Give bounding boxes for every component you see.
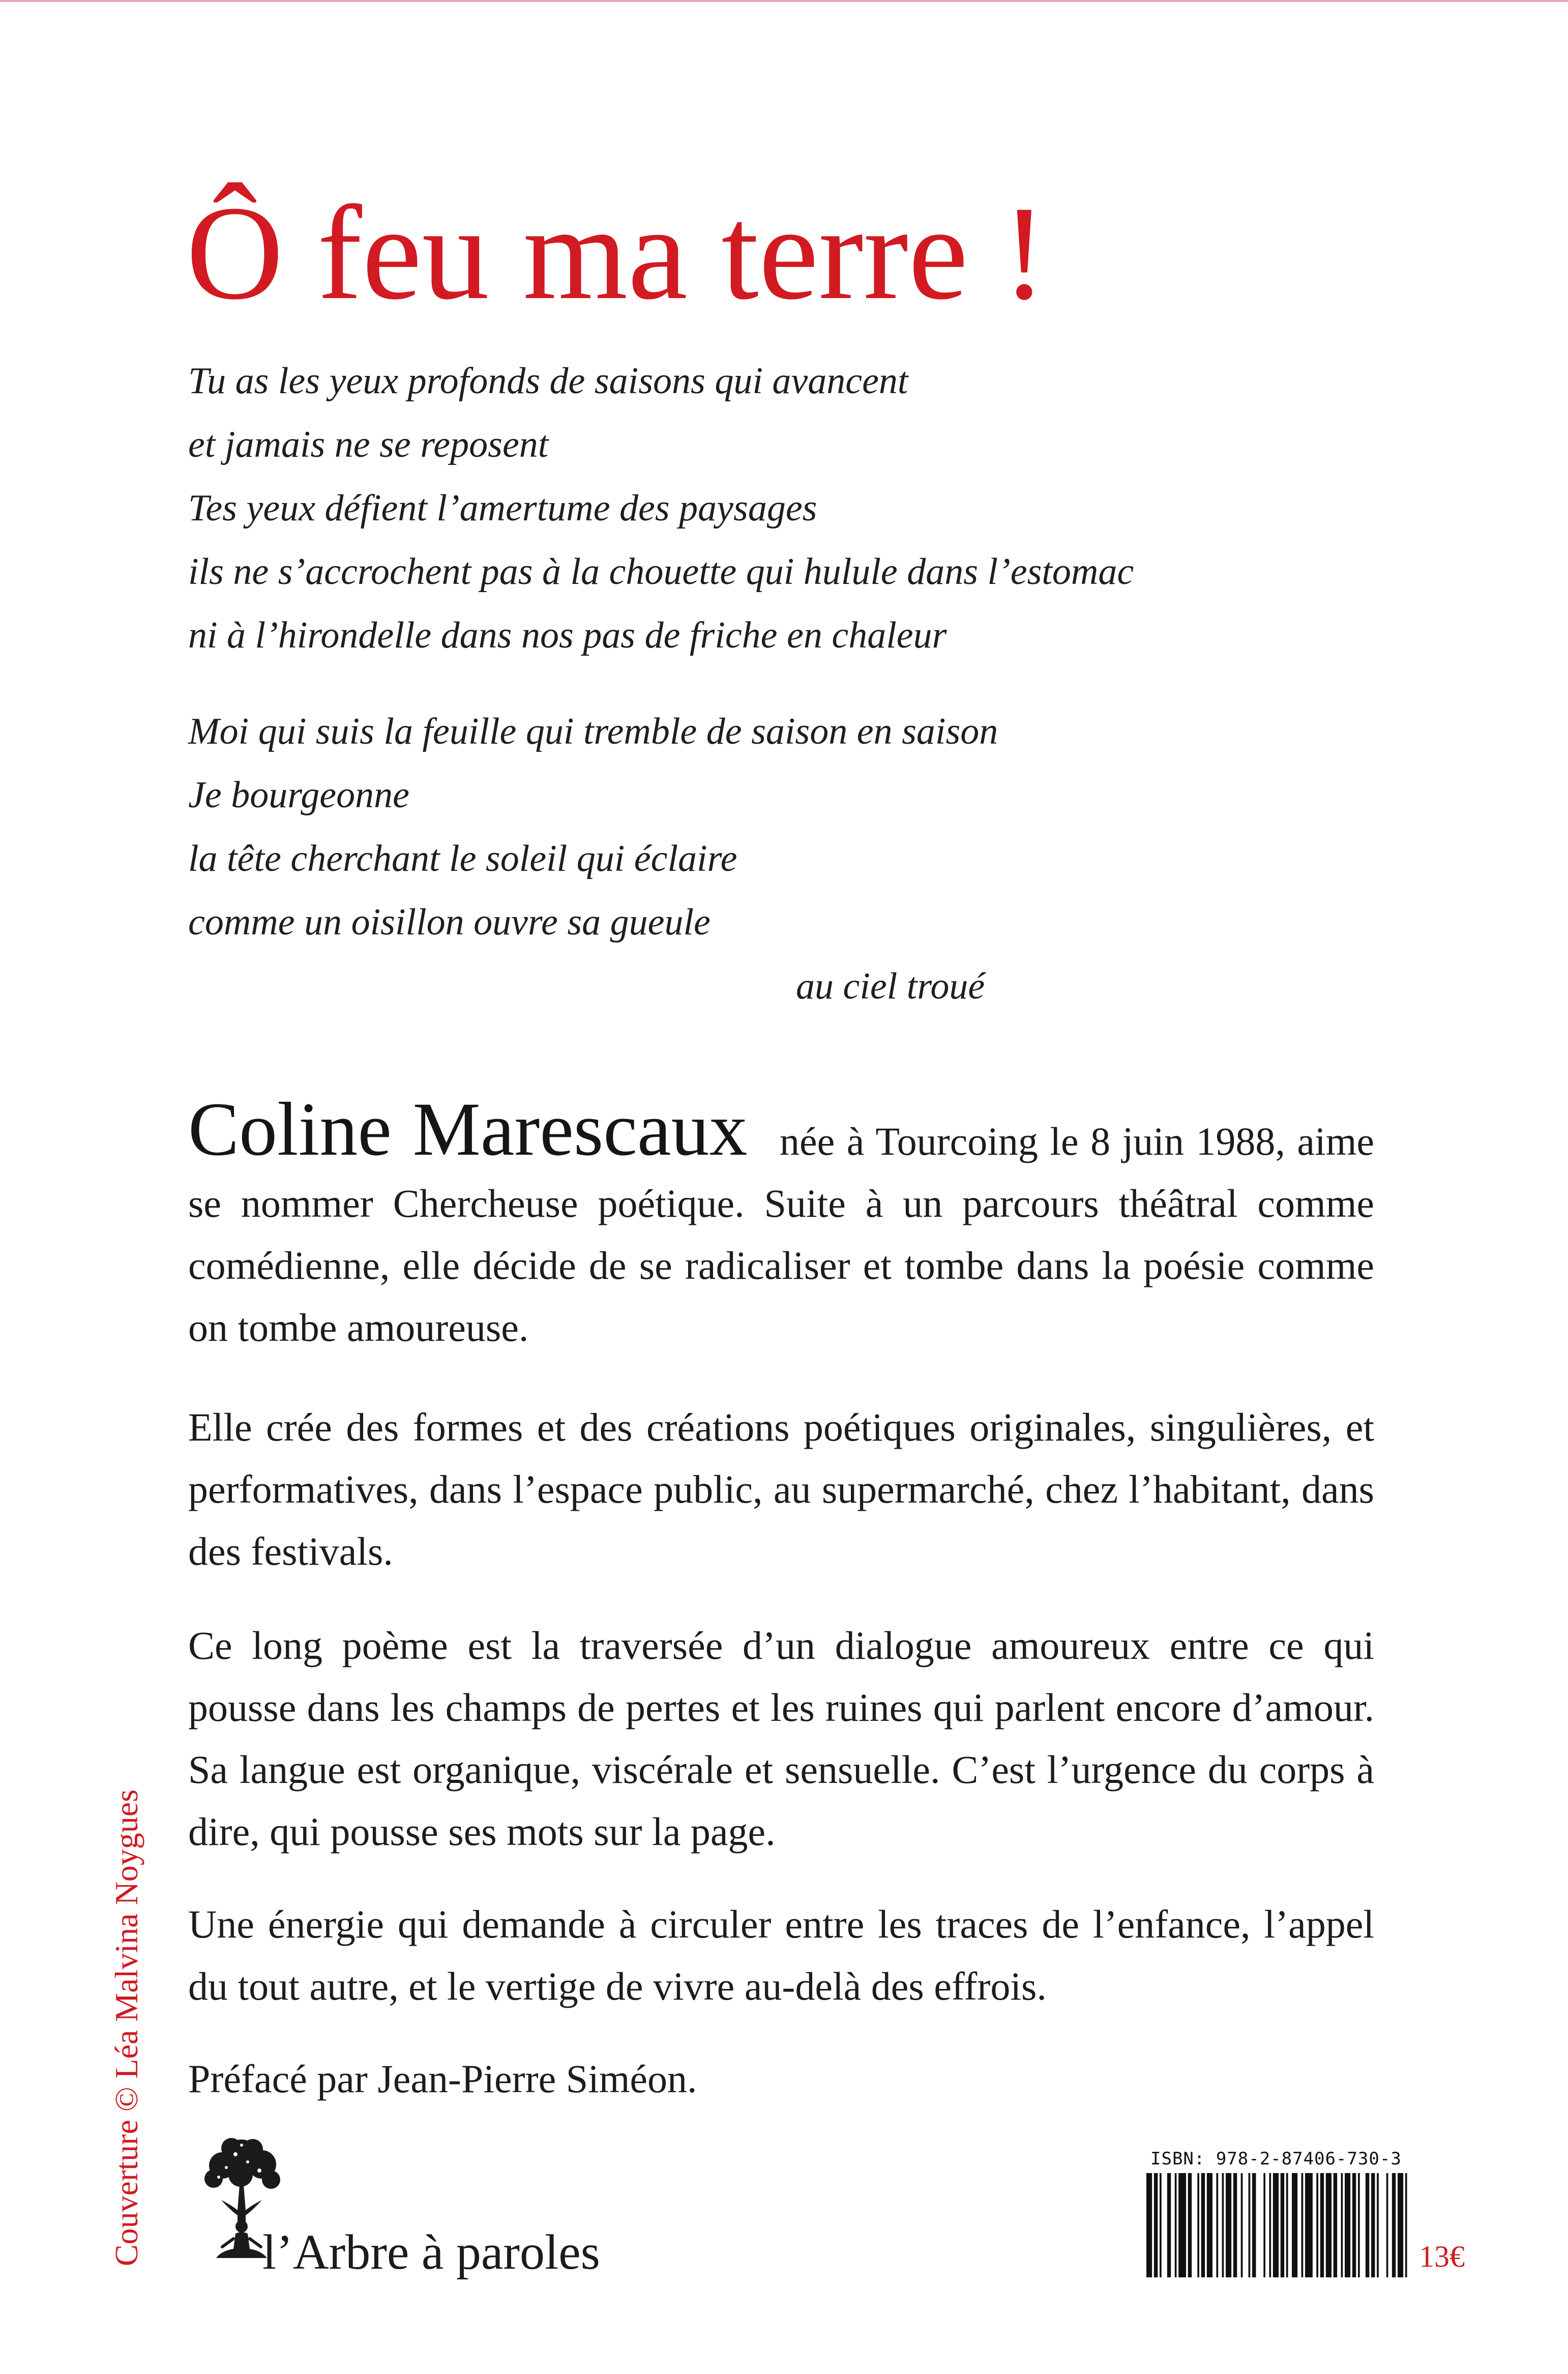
barcode-icon [1146, 2173, 1411, 2277]
barcode-bar [1320, 2173, 1324, 2277]
barcode-bar [1326, 2173, 1332, 2277]
barcode-bar [1305, 2173, 1313, 2277]
barcode-bar [1352, 2173, 1356, 2277]
barcode-bar [1358, 2173, 1360, 2277]
bio-paragraph-2: Elle crée des formes et des créations poétiques originales, singulières, et performatives, dans l’espace public, au supermarché, chez l’habitant, dans des festivals. [188, 1405, 1374, 1573]
barcode-bar [1398, 2173, 1403, 2277]
barcode-bar [1405, 2173, 1407, 2277]
author-bio-intro [188, 1087, 1375, 1359]
book-title: Ô feu ma terre ! [186, 179, 1047, 328]
poem-stanza-2 [188, 700, 998, 954]
barcode-bar [1377, 2173, 1379, 2277]
barcode-bar [1241, 2173, 1243, 2277]
isbn-text: ISBN: 978-2-87406-730-3 [1150, 2149, 1402, 2169]
barcode-bar [1301, 2173, 1304, 2277]
barcode-bar [1146, 2173, 1152, 2277]
cover-credit-vertical: Couverture © Léa Malvina Noygues [108, 1789, 144, 2266]
poem-line: ni à l’hirondelle dans nos pas de friche en chaleur [188, 614, 947, 656]
barcode-bar [1167, 2173, 1171, 2277]
poem-line: Tes yeux défient l’amertume des paysages [188, 487, 817, 529]
author-name: Coline Marescaux [188, 1087, 748, 1171]
poem-line: Je bourgeonne [188, 774, 409, 816]
poem-line: comme un oisillon ouvre sa gueule [188, 901, 711, 943]
barcode-bar [1216, 2173, 1218, 2277]
poem-line: Moi qui suis la feuille qui tremble de saison en saison [188, 711, 998, 752]
barcode-bar [1233, 2173, 1237, 2277]
barcode-bar [1345, 2173, 1350, 2277]
barcode-bar [1292, 2173, 1297, 2277]
barcode-bar [1269, 2173, 1271, 2277]
price-label: 13€ [1419, 2240, 1465, 2273]
barcode-bar [1175, 2173, 1177, 2277]
barcode-bar [1197, 2173, 1199, 2277]
barcode-bar [1366, 2173, 1369, 2277]
barcode-bar [1286, 2173, 1288, 2277]
barcode-bar [1160, 2173, 1162, 2277]
barcode-bar [1371, 2173, 1375, 2277]
barcode-bar [1154, 2173, 1158, 2277]
barcode-bar [1341, 2173, 1343, 2277]
barcode-bar [1222, 2173, 1224, 2277]
barcode-bar [1392, 2173, 1396, 2277]
poem-last-line: au ciel troué [796, 965, 985, 1007]
poem-stanza-1 [188, 349, 1134, 667]
barcode-bar [1178, 2173, 1186, 2277]
barcode-bar [1334, 2173, 1337, 2277]
bio-paragraph-4: Une énergie qui demande à circuler entre les traces de l’enfance, l’appel du tout autre, et le vertige de vivre au-delà des effrois. [188, 1902, 1374, 2008]
publisher-name: l’Arbre à paroles [262, 2225, 600, 2280]
barcode-bar [1249, 2173, 1251, 2277]
barcode-bar [1226, 2173, 1231, 2277]
barcode-bar [1386, 2173, 1388, 2277]
top-edge-line [0, 0, 1568, 2]
barcode-bar [1316, 2173, 1318, 2277]
poem-line: la tête cherchant le soleil qui éclaire [188, 838, 737, 880]
poem-line: Tu as les yeux profonds de saisons qui avancent [188, 360, 908, 402]
barcode-bar [1281, 2173, 1284, 2277]
barcode-bar [1188, 2173, 1192, 2277]
barcode-bar [1273, 2173, 1279, 2277]
bio-paragraph-3: Ce long poème est la traversée d’un dialogue amoureux entre ce qui pousse dans les champs de pertes et les ruines qui parlent encore d’amour. Sa langue est organique, viscérale et sensuelle. C’est l’urgence du corps à dire, qui pousse ses mots sur la page. [188, 1623, 1374, 1854]
barcode-bar [1207, 2173, 1212, 2277]
barcode-bar [1201, 2173, 1205, 2277]
preface-credit: Préfacé par Jean-Pierre Siméon. [188, 2057, 697, 2101]
poem-line: et jamais ne se reposent [188, 424, 549, 465]
author-intro-text: née à Tourcoing le 8 juin 1988, aime se nommer Chercheuse poétique. Suite à un parcours théâtral comme comédienne, elle décide de se radicaliser et tombe dans la poésie comme on tombe amoureuse. [188, 1119, 1375, 1350]
barcode-bar [1263, 2173, 1265, 2277]
barcode-bar [1252, 2173, 1256, 2277]
poem-line: ils ne s’accrochent pas à la chouette qui hulule dans l’estomac [188, 551, 1134, 593]
